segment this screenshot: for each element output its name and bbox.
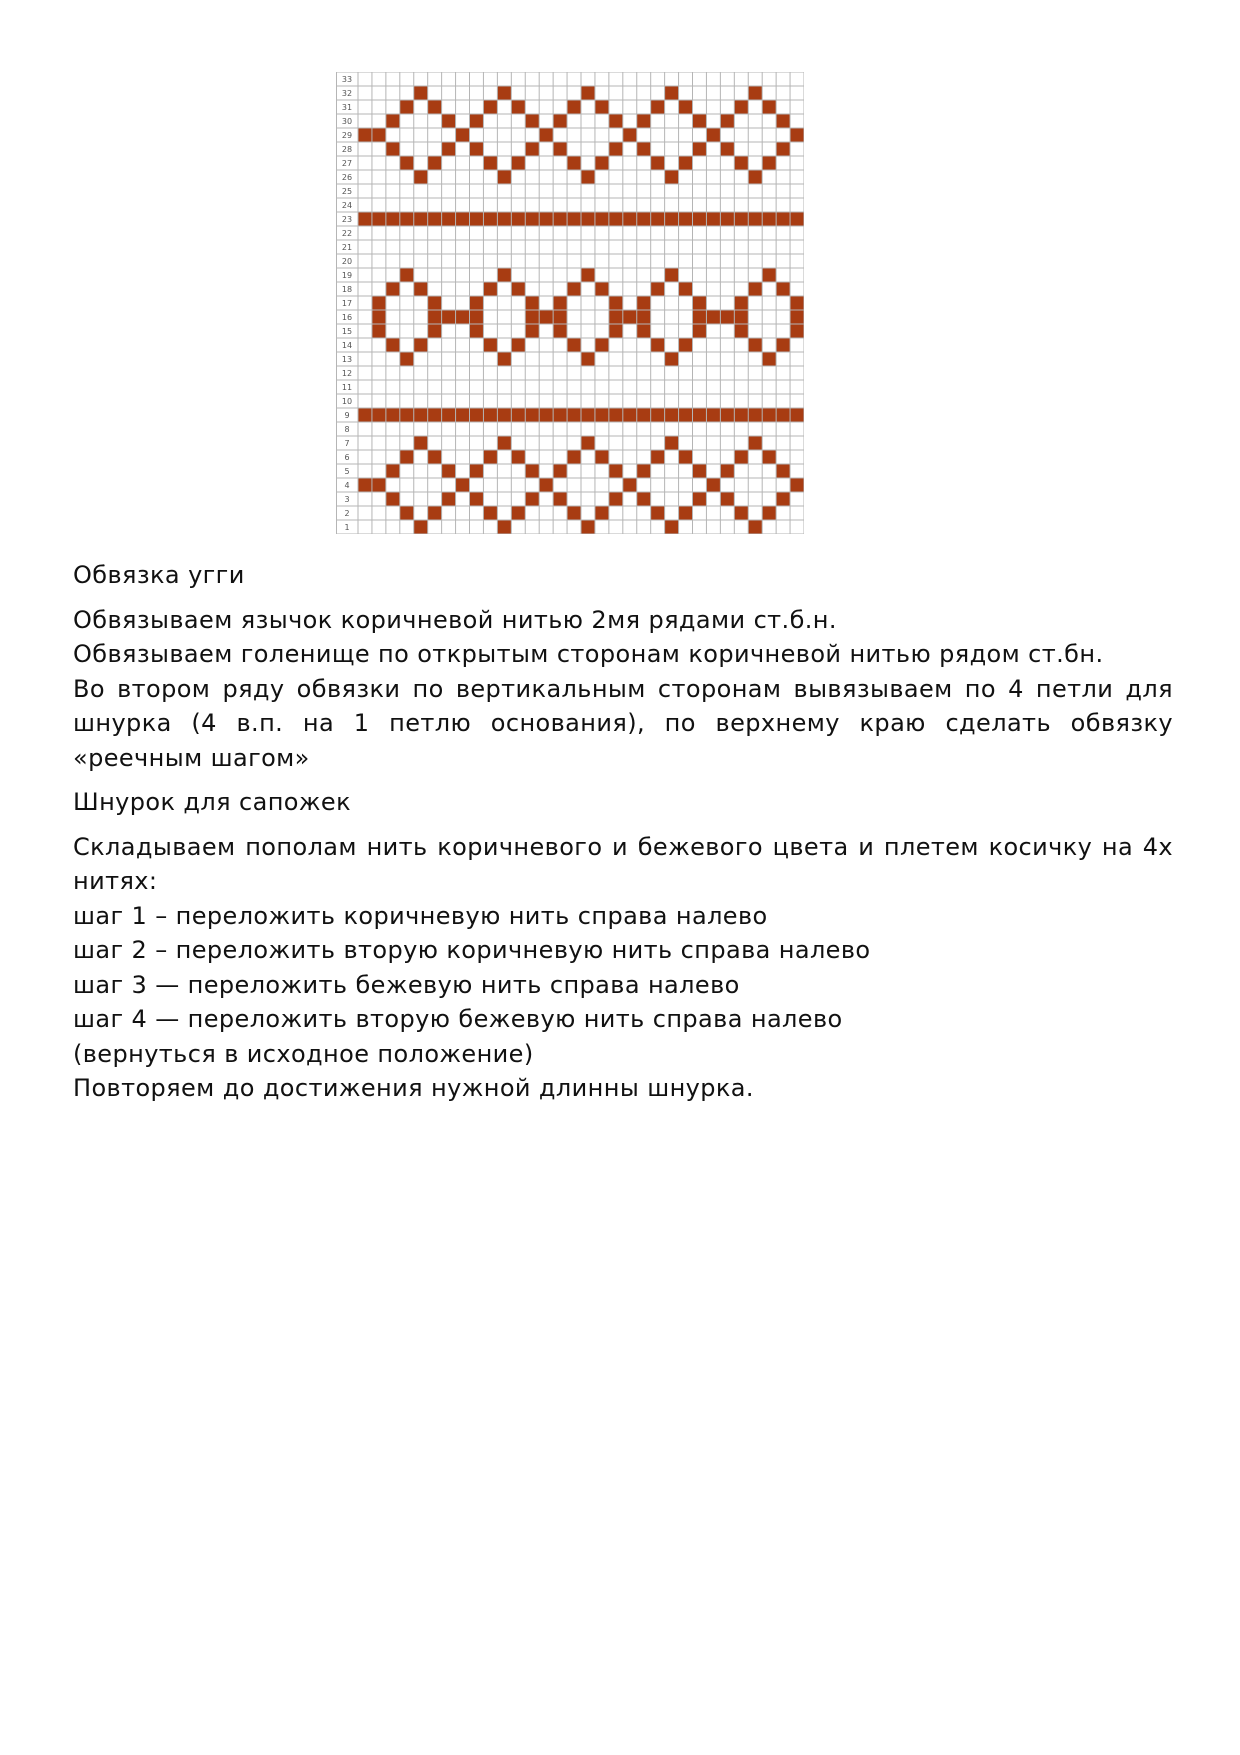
filled-stitch [567, 338, 581, 352]
filled-stitch [595, 212, 609, 226]
filled-stitch [776, 492, 790, 506]
row-number-label: 20 [341, 257, 353, 266]
filled-stitch [497, 408, 511, 422]
row-number-label: 4 [344, 481, 350, 490]
filled-stitch [539, 128, 553, 142]
filled-stitch [525, 464, 539, 478]
filled-stitch [665, 520, 679, 534]
filled-stitch [553, 324, 567, 338]
filled-stitch [553, 408, 567, 422]
filled-stitch [497, 352, 511, 366]
filled-stitch [637, 408, 651, 422]
row-number-label: 18 [341, 285, 353, 294]
filled-stitch [595, 506, 609, 520]
filled-stitch [581, 86, 595, 100]
filled-stitch [553, 212, 567, 226]
row-number-label: 8 [344, 425, 350, 434]
row-number-label: 33 [341, 75, 353, 84]
filled-stitch [581, 408, 595, 422]
filled-stitch [609, 310, 623, 324]
filled-stitch [609, 492, 623, 506]
filled-stitch [567, 156, 581, 170]
filled-stitch [637, 142, 651, 156]
filled-stitch [386, 212, 400, 226]
filled-stitch [609, 408, 623, 422]
filled-stitch [553, 296, 567, 310]
filled-stitch [372, 212, 386, 226]
row-number-label: 9 [344, 411, 350, 420]
filled-stitch [483, 408, 497, 422]
filled-stitch [442, 310, 456, 324]
filled-stitch [734, 296, 748, 310]
filled-stitch [372, 478, 386, 492]
filled-stitch [581, 352, 595, 366]
filled-stitch [428, 450, 442, 464]
filled-stitch [442, 408, 456, 422]
filled-stitch [386, 408, 400, 422]
filled-stitch [483, 338, 497, 352]
filled-stitch [734, 100, 748, 114]
filled-stitch [358, 478, 372, 492]
filled-stitch [553, 464, 567, 478]
filled-stitch [470, 310, 484, 324]
step-line: шаг 1 – переложить коричневую нить справа налево [73, 901, 768, 930]
row-number-label: 30 [341, 117, 353, 126]
row-number-label: 1 [344, 523, 350, 532]
filled-stitch [483, 450, 497, 464]
filled-stitch [706, 212, 720, 226]
filled-stitch [525, 212, 539, 226]
filled-stitch [372, 408, 386, 422]
filled-stitch [693, 324, 707, 338]
filled-stitch [400, 506, 414, 520]
filled-stitch [665, 86, 679, 100]
filled-stitch [679, 156, 693, 170]
row-number-label: 14 [341, 341, 353, 350]
filled-stitch [776, 282, 790, 296]
filled-stitch [483, 282, 497, 296]
filled-stitch [748, 282, 762, 296]
filled-stitch [553, 142, 567, 156]
filled-stitch [734, 506, 748, 520]
step-line: шаг 4 — переложить вторую бежевую нить справа налево [73, 1005, 843, 1033]
filled-stitch [428, 156, 442, 170]
filled-stitch [679, 450, 693, 464]
filled-stitch [665, 436, 679, 450]
filled-stitch [720, 212, 734, 226]
filled-stitch [595, 450, 609, 464]
filled-stitch [693, 310, 707, 324]
filled-stitch [539, 478, 553, 492]
filled-stitch [734, 310, 748, 324]
filled-stitch [790, 212, 804, 226]
filled-stitch [581, 520, 595, 534]
filled-stitch [511, 450, 525, 464]
filled-stitch [637, 114, 651, 128]
filled-stitch [581, 436, 595, 450]
filled-stitch [511, 408, 525, 422]
filled-stitch [442, 142, 456, 156]
knitting-chart [336, 72, 804, 534]
filled-stitch [734, 324, 748, 338]
filled-stitch [525, 296, 539, 310]
section-heading-lace: Шнурок для сапожек [73, 788, 351, 816]
filled-stitch [706, 310, 720, 324]
filled-stitch [651, 450, 665, 464]
filled-stitch [483, 156, 497, 170]
filled-stitch [456, 128, 470, 142]
filled-stitch [665, 170, 679, 184]
filled-stitch [637, 212, 651, 226]
filled-stitch [414, 282, 428, 296]
filled-stitch [414, 170, 428, 184]
filled-stitch [525, 324, 539, 338]
filled-stitch [651, 338, 665, 352]
filled-stitch [623, 212, 637, 226]
filled-stitch [595, 408, 609, 422]
filled-stitch [748, 436, 762, 450]
filled-stitch [470, 464, 484, 478]
filled-stitch [567, 450, 581, 464]
filled-stitch [720, 408, 734, 422]
pattern-grid [336, 72, 804, 534]
filled-stitch [679, 100, 693, 114]
filled-stitch [609, 464, 623, 478]
filled-stitch [762, 506, 776, 520]
filled-stitch [483, 100, 497, 114]
filled-stitch [651, 408, 665, 422]
filled-stitch [623, 408, 637, 422]
filled-stitch [693, 408, 707, 422]
filled-stitch [553, 114, 567, 128]
filled-stitch [525, 408, 539, 422]
filled-stitch [414, 408, 428, 422]
filled-stitch [595, 282, 609, 296]
filled-stitch [497, 268, 511, 282]
row-number-label: 25 [341, 187, 353, 196]
row-number-label: 31 [341, 103, 353, 112]
note-line: (вернуться в исходное положение) [73, 1039, 534, 1068]
filled-stitch [665, 268, 679, 282]
row-number-label: 22 [341, 229, 353, 238]
filled-stitch [651, 506, 665, 520]
filled-stitch [637, 310, 651, 324]
paragraph-line: Обвязываем голенище по открытым сторонам коричневой нитью рядом ст.бн. [73, 640, 1104, 668]
filled-stitch [567, 282, 581, 296]
filled-stitch [372, 310, 386, 324]
filled-stitch [693, 114, 707, 128]
filled-stitch [511, 212, 525, 226]
filled-stitch [470, 296, 484, 310]
filled-stitch [762, 450, 776, 464]
filled-stitch [470, 212, 484, 226]
filled-stitch [358, 408, 372, 422]
filled-stitch [414, 436, 428, 450]
row-number-label: 19 [341, 271, 353, 280]
row-number-label: 5 [344, 467, 350, 476]
filled-stitch [720, 464, 734, 478]
filled-stitch [706, 128, 720, 142]
filled-stitch [776, 142, 790, 156]
filled-stitch [679, 506, 693, 520]
filled-stitch [386, 338, 400, 352]
row-number-label: 3 [344, 495, 350, 504]
filled-stitch [790, 478, 804, 492]
filled-stitch [358, 128, 372, 142]
filled-stitch [623, 478, 637, 492]
row-number-label: 17 [341, 299, 353, 308]
row-number-label: 6 [344, 453, 350, 462]
filled-stitch [400, 212, 414, 226]
filled-stitch [470, 324, 484, 338]
row-number-label: 15 [341, 327, 353, 336]
filled-stitch [539, 310, 553, 324]
filled-stitch [400, 450, 414, 464]
paragraph-line: Во втором ряду обвязки по вертикальным сторонам вывязываем по 4 петли для шнурка (4 в.п. на 1 петлю основания), по верхнему краю сделать обвязку «реечным шагом» [73, 674, 1173, 772]
filled-stitch [776, 338, 790, 352]
filled-stitch [748, 86, 762, 100]
filled-stitch [693, 212, 707, 226]
filled-stitch [665, 212, 679, 226]
filled-stitch [497, 436, 511, 450]
filled-stitch [651, 282, 665, 296]
row-number-label: 2 [344, 509, 350, 518]
filled-stitch [581, 170, 595, 184]
filled-stitch [581, 212, 595, 226]
filled-stitch [386, 142, 400, 156]
filled-stitch [790, 296, 804, 310]
filled-stitch [511, 100, 525, 114]
filled-stitch [762, 156, 776, 170]
filled-stitch [428, 310, 442, 324]
note-line: Повторяем до достижения нужной длинны шнурка. [73, 1074, 754, 1102]
filled-stitch [776, 114, 790, 128]
filled-stitch [693, 492, 707, 506]
filled-stitch [428, 296, 442, 310]
filled-stitch [720, 310, 734, 324]
filled-stitch [679, 282, 693, 296]
row-number-label: 21 [341, 243, 353, 252]
filled-stitch [428, 506, 442, 520]
row-number-label: 10 [341, 397, 353, 406]
filled-stitch [762, 100, 776, 114]
filled-stitch [609, 324, 623, 338]
filled-stitch [483, 212, 497, 226]
filled-stitch [497, 86, 511, 100]
filled-stitch [456, 408, 470, 422]
filled-stitch [651, 212, 665, 226]
filled-stitch [748, 520, 762, 534]
filled-stitch [762, 268, 776, 282]
filled-stitch [386, 282, 400, 296]
filled-stitch [400, 156, 414, 170]
filled-stitch [372, 324, 386, 338]
filled-stitch [706, 478, 720, 492]
filled-stitch [567, 408, 581, 422]
filled-stitch [456, 310, 470, 324]
filled-stitch [693, 464, 707, 478]
filled-stitch [637, 492, 651, 506]
filled-stitch [762, 408, 776, 422]
filled-stitch [734, 212, 748, 226]
filled-stitch [400, 100, 414, 114]
filled-stitch [609, 212, 623, 226]
row-number-label: 7 [344, 439, 350, 448]
filled-stitch [525, 142, 539, 156]
filled-stitch [470, 408, 484, 422]
filled-stitch [693, 142, 707, 156]
filled-stitch [414, 86, 428, 100]
filled-stitch [511, 156, 525, 170]
filled-stitch [553, 492, 567, 506]
filled-stitch [511, 506, 525, 520]
filled-stitch [497, 212, 511, 226]
filled-stitch [637, 296, 651, 310]
step-line: шаг 2 – переложить вторую коричневую нить справа налево [73, 936, 871, 964]
filled-stitch [748, 170, 762, 184]
paragraph-line: Складываем пополам нить коричневого и бежевого цвета и плетем косичку на 4х нитях: [73, 832, 1173, 895]
filled-stitch [748, 212, 762, 226]
filled-stitch [442, 114, 456, 128]
row-number-label: 24 [341, 201, 353, 210]
instructions-text [73, 558, 1173, 1106]
filled-stitch [651, 156, 665, 170]
filled-stitch [762, 352, 776, 366]
filled-stitch [428, 100, 442, 114]
filled-stitch [442, 212, 456, 226]
paragraph-line: Обвязываем язычок коричневой нитью 2мя рядами ст.б.н. [73, 605, 837, 634]
filled-stitch [609, 114, 623, 128]
filled-stitch [679, 212, 693, 226]
filled-stitch [720, 492, 734, 506]
filled-stitch [428, 212, 442, 226]
filled-stitch [595, 100, 609, 114]
filled-stitch [386, 492, 400, 506]
filled-stitch [776, 464, 790, 478]
filled-stitch [734, 156, 748, 170]
row-number-label: 16 [341, 313, 353, 322]
filled-stitch [442, 464, 456, 478]
row-number-label: 29 [341, 131, 353, 140]
filled-stitch [706, 408, 720, 422]
filled-stitch [386, 464, 400, 478]
filled-stitch [414, 338, 428, 352]
filled-stitch [567, 212, 581, 226]
filled-stitch [456, 478, 470, 492]
filled-stitch [637, 464, 651, 478]
filled-stitch [776, 408, 790, 422]
filled-stitch [470, 114, 484, 128]
filled-stitch [400, 352, 414, 366]
filled-stitch [665, 352, 679, 366]
filled-stitch [539, 212, 553, 226]
filled-stitch [581, 268, 595, 282]
filled-stitch [497, 170, 511, 184]
filled-stitch [790, 324, 804, 338]
filled-stitch [595, 156, 609, 170]
row-number-label: 28 [341, 145, 353, 154]
filled-stitch [748, 408, 762, 422]
row-number-label: 12 [341, 369, 353, 378]
filled-stitch [442, 492, 456, 506]
row-number-label: 32 [341, 89, 353, 98]
filled-stitch [414, 212, 428, 226]
filled-stitch [748, 338, 762, 352]
filled-stitch [525, 114, 539, 128]
filled-stitch [623, 128, 637, 142]
filled-stitch [525, 492, 539, 506]
filled-stitch [790, 128, 804, 142]
filled-stitch [720, 142, 734, 156]
filled-stitch [400, 268, 414, 282]
filled-stitch [358, 212, 372, 226]
filled-stitch [567, 506, 581, 520]
filled-stitch [693, 296, 707, 310]
filled-stitch [386, 114, 400, 128]
filled-stitch [414, 520, 428, 534]
filled-stitch [609, 296, 623, 310]
filled-stitch [595, 338, 609, 352]
filled-stitch [762, 212, 776, 226]
filled-stitch [372, 128, 386, 142]
row-number-label: 23 [341, 215, 353, 224]
filled-stitch [790, 310, 804, 324]
row-number-label: 11 [341, 383, 353, 392]
filled-stitch [720, 114, 734, 128]
row-number-label: 27 [341, 159, 353, 168]
filled-stitch [553, 310, 567, 324]
filled-stitch [470, 492, 484, 506]
filled-stitch [539, 408, 553, 422]
filled-stitch [470, 142, 484, 156]
filled-stitch [428, 324, 442, 338]
filled-stitch [637, 324, 651, 338]
filled-stitch [734, 408, 748, 422]
filled-stitch [511, 338, 525, 352]
filled-stitch [609, 142, 623, 156]
step-line: шаг 3 — переложить бежевую нить справа налево [73, 970, 740, 999]
filled-stitch [776, 212, 790, 226]
filled-stitch [428, 408, 442, 422]
filled-stitch [790, 408, 804, 422]
filled-stitch [497, 520, 511, 534]
row-number-label: 13 [341, 355, 353, 364]
filled-stitch [734, 450, 748, 464]
filled-stitch [483, 506, 497, 520]
filled-stitch [525, 310, 539, 324]
filled-stitch [511, 282, 525, 296]
filled-stitch [400, 408, 414, 422]
section-heading-trim: Обвязка угги [73, 561, 245, 589]
filled-stitch [679, 408, 693, 422]
filled-stitch [665, 408, 679, 422]
filled-stitch [679, 338, 693, 352]
filled-stitch [651, 100, 665, 114]
filled-stitch [372, 296, 386, 310]
filled-stitch [456, 212, 470, 226]
row-number-label: 26 [341, 173, 353, 182]
filled-stitch [623, 310, 637, 324]
filled-stitch [567, 100, 581, 114]
